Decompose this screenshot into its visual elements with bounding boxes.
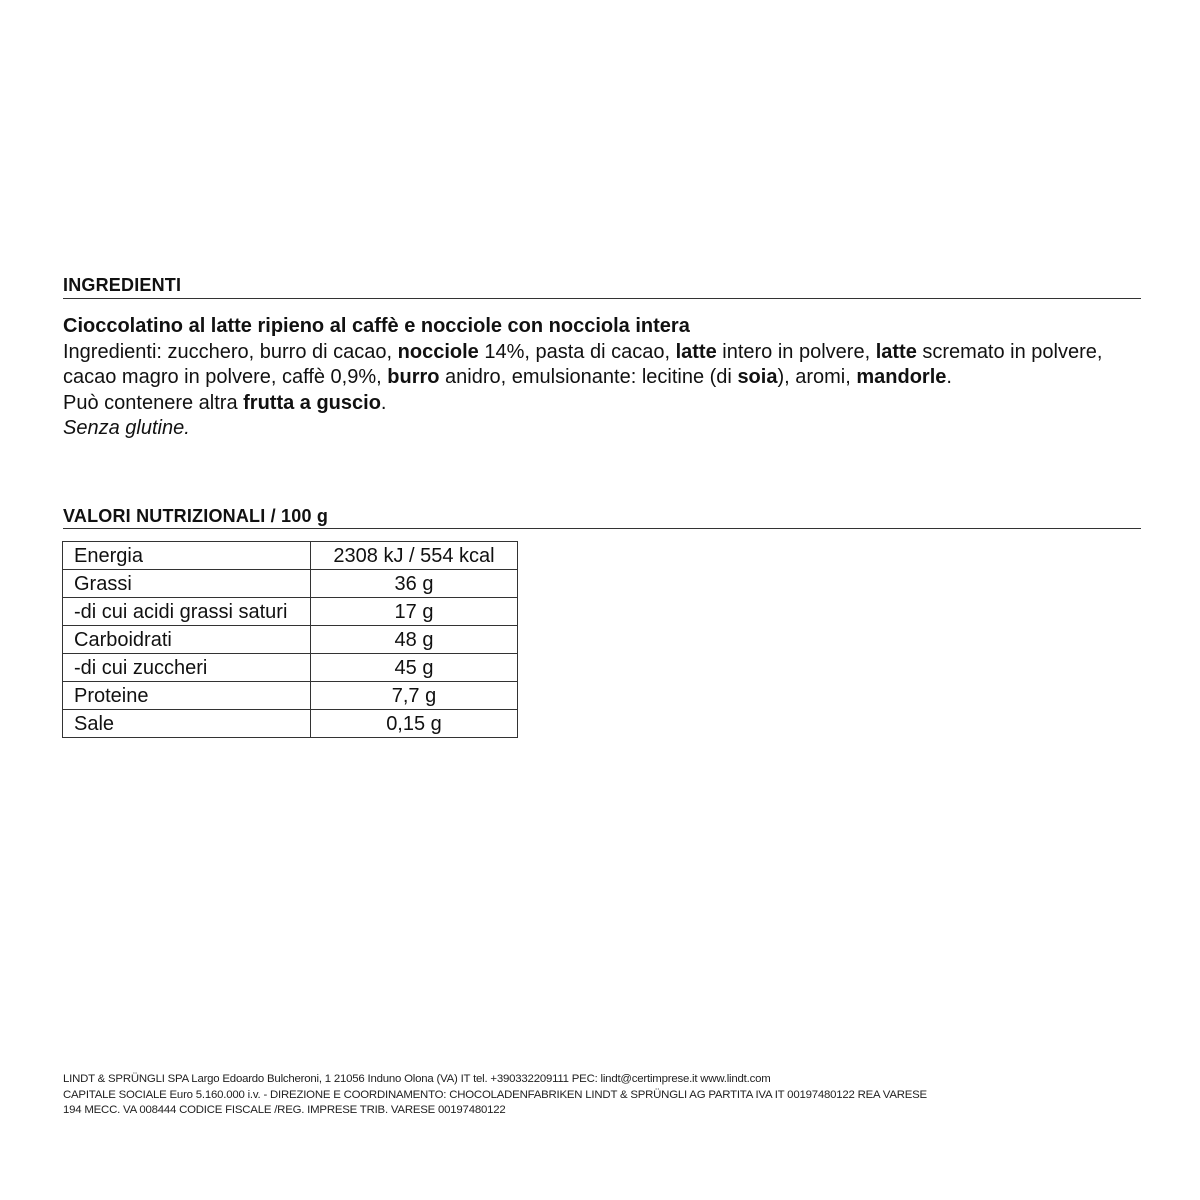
may-contain-prefix: Può contenere altra (63, 391, 244, 414)
company-footer (63, 1072, 1153, 1119)
nutrient-label: -di cui acidi grassi saturi (63, 598, 311, 626)
nutrient-value: 36 g (311, 570, 518, 598)
ingredients-text: intero in polvere, (716, 340, 876, 363)
nutrition-table (62, 541, 518, 738)
product-name: Cioccolatino al latte ripieno al caffè e nocciole con nocciola intera (63, 315, 690, 337)
ingredients-text: scremato in polvere, cacao magro in polvere, caffè 0,9%, (63, 340, 1103, 389)
nutrient-label: -di cui zuccheri (63, 654, 311, 682)
nutrient-label: Carboidrati (63, 626, 311, 654)
ingredients-list (63, 340, 1143, 391)
gluten-free-note: Senza glutine. (63, 417, 190, 440)
allergen-milk: latte (675, 340, 717, 363)
nutrient-value: 7,7 g (311, 682, 518, 710)
allergen-milk: latte (875, 340, 917, 363)
ingredients-divider (63, 298, 1141, 299)
table-row (63, 542, 518, 570)
allergen-butter: burro (387, 366, 440, 389)
nutrition-divider (63, 528, 1141, 529)
may-contain-suffix: . (380, 391, 387, 414)
allergen-nuts: frutta a guscio (243, 391, 381, 414)
footer-line: LINDT & SPRÜNGLI SPA Largo Edoardo Bulcheroni, 1 21056 Induno Olona (VA) IT tel. +390332209111 PEC: lindt@certimprese.it www.lindt.com (63, 1073, 771, 1085)
nutrition-heading: VALORI NUTRIZIONALI / 100 g (63, 506, 329, 526)
may-contain-note (63, 391, 1143, 417)
table-row (63, 682, 518, 710)
nutrient-value: 45 g (311, 654, 518, 682)
nutrient-label: Energia (63, 542, 311, 570)
nutrient-value: 2308 kJ / 554 kcal (311, 542, 518, 570)
table-row (63, 570, 518, 598)
ingredients-text: anidro, emulsionante: lecitine (di (439, 366, 738, 389)
nutrient-value: 0,15 g (311, 710, 518, 738)
nutrient-value: 17 g (311, 598, 518, 626)
table-row (63, 710, 518, 738)
nutrient-value: 48 g (311, 626, 518, 654)
ingredients-text: Ingredienti: zucchero, burro di cacao, (63, 340, 398, 363)
table-row (63, 654, 518, 682)
allergen-soy: soia (737, 366, 778, 389)
allergen-almonds: mandorle (856, 366, 947, 389)
ingredients-section (63, 314, 1143, 442)
footer-line: CAPITALE SOCIALE Euro 5.160.000 i.v. - DIREZIONE E COORDINAMENTO: CHOCOLADENFABRIKEN LINDT & SPRÜNGLI AG PARTITA IVA IT 00197480122 REA VARESE (63, 1088, 927, 1101)
nutrient-label: Proteine (63, 682, 311, 710)
footer-line: 194 MECC. VA 008444 CODICE FISCALE /REG. IMPRESE TRIB. VARESE 00197480122 (63, 1104, 506, 1116)
ingredients-text: . (946, 366, 952, 389)
table-row (63, 626, 518, 654)
nutrient-label: Sale (63, 710, 311, 738)
ingredients-text: 14%, pasta di cacao, (478, 340, 676, 363)
allergen-hazelnuts: nocciole (397, 340, 479, 363)
table-row (63, 598, 518, 626)
ingredients-text: ), aromi, (777, 366, 857, 389)
nutrient-label: Grassi (63, 570, 311, 598)
ingredients-heading: INGREDIENTI (63, 275, 182, 295)
